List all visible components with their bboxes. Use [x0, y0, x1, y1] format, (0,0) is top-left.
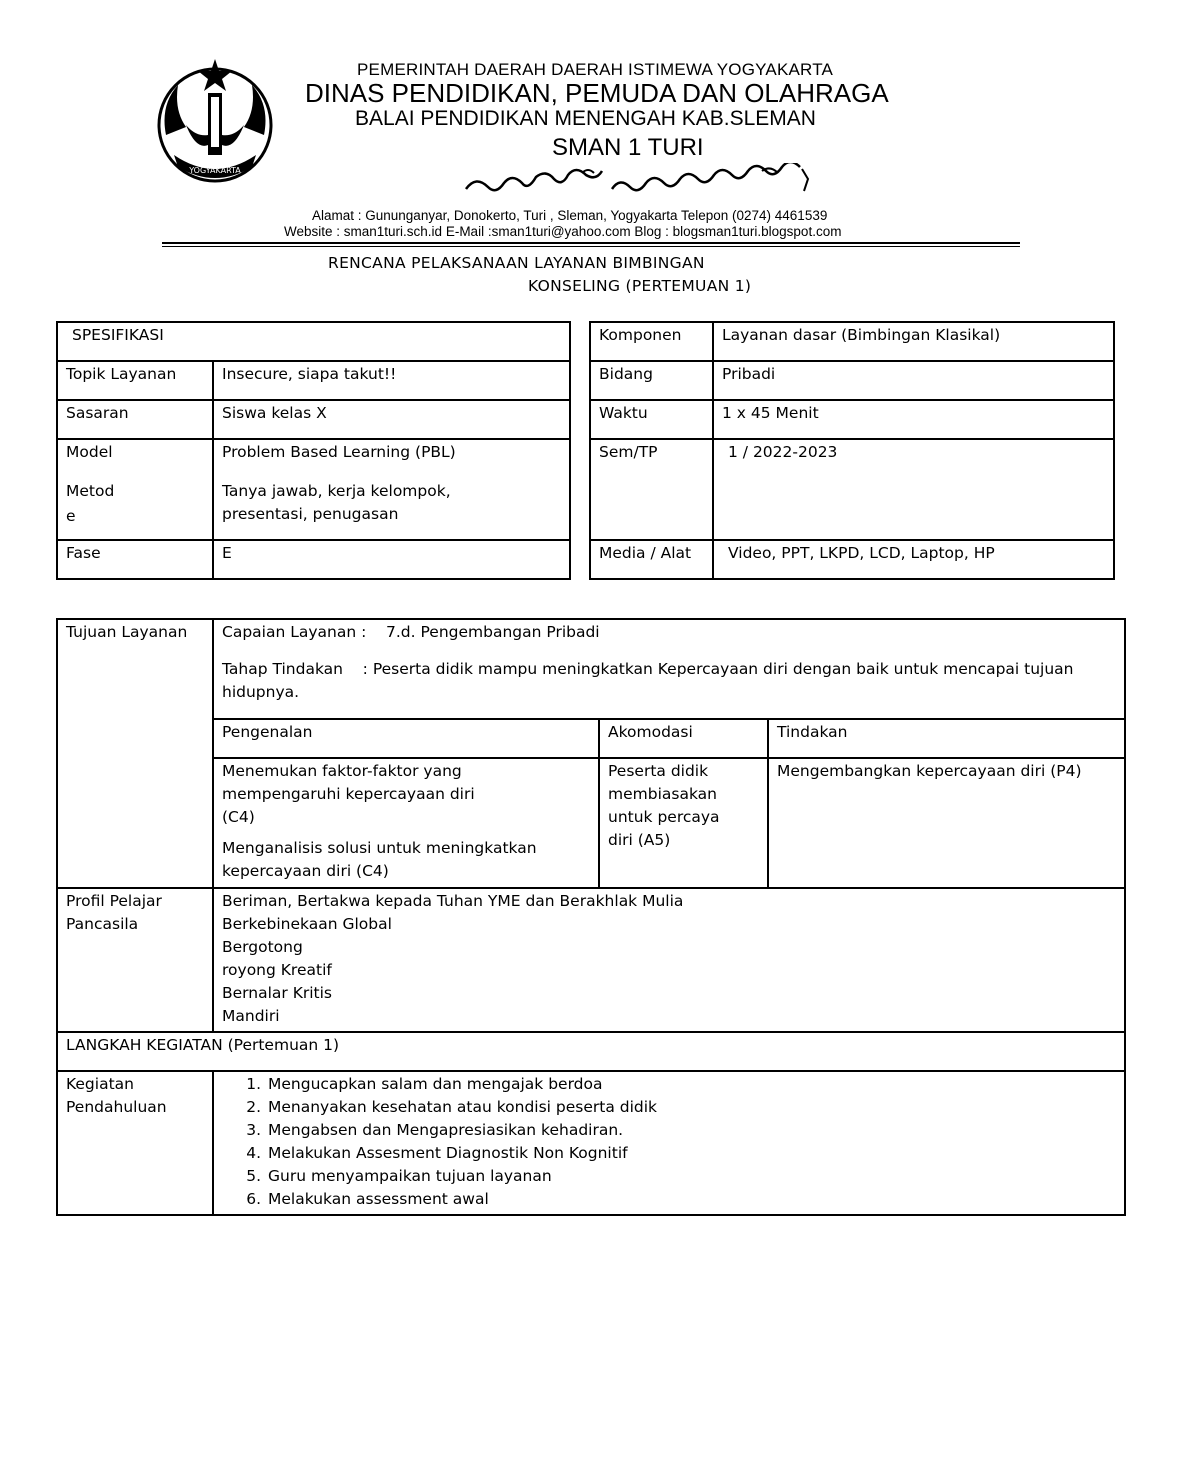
komponen-label: Komponen	[590, 322, 713, 361]
yogyakarta-emblem-logo	[146, 55, 284, 187]
profil-line: Berkebinekaan Global	[222, 915, 392, 933]
tujuan-description	[213, 619, 1125, 719]
step-item: 1. Mengucapkan salam dan mengajak berdoa	[266, 1073, 1116, 1096]
waktu-value: 1 x 45 Menit	[713, 400, 1114, 439]
pengenalan-item-1-code: (C4)	[222, 808, 255, 826]
step-item: 3. Mengabsen dan Mengapresiasikan kehadiran.	[266, 1119, 1116, 1142]
metode-value: Tanya jawab, kerja kelompok, presentasi, penugasan	[222, 482, 451, 523]
pendahuluan-label: Kegiatan Pendahuluan	[57, 1071, 213, 1215]
step-item: 2. Menanyakan kesehatan atau kondisi peserta didik	[266, 1096, 1116, 1119]
waktu-label: Waktu	[590, 400, 713, 439]
topik-label: Topik Layanan	[57, 361, 213, 400]
pengenalan-item-1: Menemukan faktor-faktor yang mempengaruhi kepercayaan diri	[222, 762, 475, 803]
fase-label: Fase	[57, 540, 213, 579]
langkah-header: LANGKAH KEGIATAN (Pertemuan 1)	[57, 1032, 1125, 1071]
model-metode-values	[213, 439, 570, 540]
sasaran-label: Sasaran	[57, 400, 213, 439]
profil-label: Profil Pelajar Pancasila	[57, 888, 213, 1032]
letterhead-school: SMAN 1 TURI	[552, 134, 704, 161]
tujuan-label: Tujuan Layanan	[57, 619, 213, 888]
media-label: Media / Alat	[590, 540, 713, 579]
profil-line: Beriman, Bertakwa kepada Tuhan YME dan Berakhlak Mulia	[222, 892, 684, 910]
pendahuluan-steps	[213, 1071, 1125, 1215]
tindakan-content: Mengembangkan kepercayaan diri (P4)	[768, 758, 1125, 888]
letterhead-address: Alamat : Gununganyar, Donokerto, Turi , Sleman, Yogyakarta Telepon (0274) 4461539	[312, 208, 828, 223]
profil-content	[213, 888, 1125, 1032]
media-value: Video, PPT, LKPD, LCD, Laptop, HP	[713, 540, 1114, 579]
akomodasi-content: Peserta didik membiasakan untuk percaya diri (A5)	[599, 758, 768, 888]
capaian-layanan: Capaian Layanan : 7.d. Pengembangan Pribadi	[222, 623, 600, 641]
metode-label: Metod	[66, 482, 115, 500]
metode-label-cont: e	[66, 507, 76, 525]
svg-text:YOGYAKARTA: YOGYAKARTA	[189, 166, 241, 175]
spec-header: SPESIFIKASI	[57, 322, 570, 361]
pengenalan-item-2: Menganalisis solusi untuk meningkatkan kepercayaan diri (C4)	[222, 839, 537, 880]
letterhead-government: PEMERINTAH DAERAH DAERAH ISTIMEWA YOGYAKARTA	[357, 60, 834, 79]
tahap-tindakan: Tahap Tindakan : Peserta didik mampu meningkatkan Kepercayaan diri dengan baik untuk mencapai tujuan hidupnya.	[222, 660, 1079, 701]
topik-value: Insecure, siapa takut!!	[213, 361, 570, 400]
document-title-line1: RENCANA PELAKSANAAN LAYANAN BIMBINGAN	[328, 254, 705, 272]
specification-table	[56, 321, 571, 580]
document-title-line2: KONSELING (PERTEMUAN 1)	[528, 277, 752, 295]
col-akomodasi: Akomodasi	[599, 719, 768, 758]
letterhead-department: DINAS PENDIDIKAN, PEMUDA DAN OLAHRAGA	[305, 78, 889, 108]
service-plan-table	[56, 618, 1126, 1216]
col-pengenalan: Pengenalan	[213, 719, 599, 758]
component-table	[589, 321, 1115, 580]
sasaran-value: Siswa kelas X	[213, 400, 570, 439]
col-tindakan: Tindakan	[768, 719, 1125, 758]
javanese-script-school-name	[462, 163, 822, 203]
model-metode-labels	[57, 439, 213, 540]
bidang-label: Bidang	[590, 361, 713, 400]
fase-value: E	[213, 540, 570, 579]
model-value: Problem Based Learning (PBL)	[222, 443, 456, 461]
semtp-label: Sem/TP	[590, 439, 713, 540]
profil-line: Bergotong	[222, 938, 303, 956]
step-item: 5. Guru menyampaikan tujuan layanan	[266, 1165, 1116, 1188]
profil-line: Mandiri	[222, 1007, 280, 1025]
komponen-value: Layanan dasar (Bimbingan Klasikal)	[713, 322, 1114, 361]
letterhead-contacts: Website : sman1turi.sch.id E-Mail :sman1turi@yahoo.com Blog : blogsman1turi.blogspot.com	[284, 224, 842, 239]
semtp-value: 1 / 2022-2023	[713, 439, 1114, 540]
letterhead-rule-thick	[162, 242, 1020, 244]
bidang-value: Pribadi	[713, 361, 1114, 400]
step-item: 4. Melakukan Assesment Diagnostik Non Kognitif	[266, 1142, 1116, 1165]
profil-line: Bernalar Kritis	[222, 984, 332, 1002]
profil-line: royong Kreatif	[222, 961, 332, 979]
pengenalan-content	[213, 758, 599, 888]
model-label: Model	[66, 443, 113, 461]
letterhead-office: BALAI PENDIDIKAN MENENGAH KAB.SLEMAN	[355, 107, 816, 130]
pendahuluan-step-list	[222, 1073, 1116, 1211]
letterhead-rule-thin	[162, 246, 1020, 247]
step-item: 6. Melakukan assessment awal	[266, 1188, 1116, 1211]
